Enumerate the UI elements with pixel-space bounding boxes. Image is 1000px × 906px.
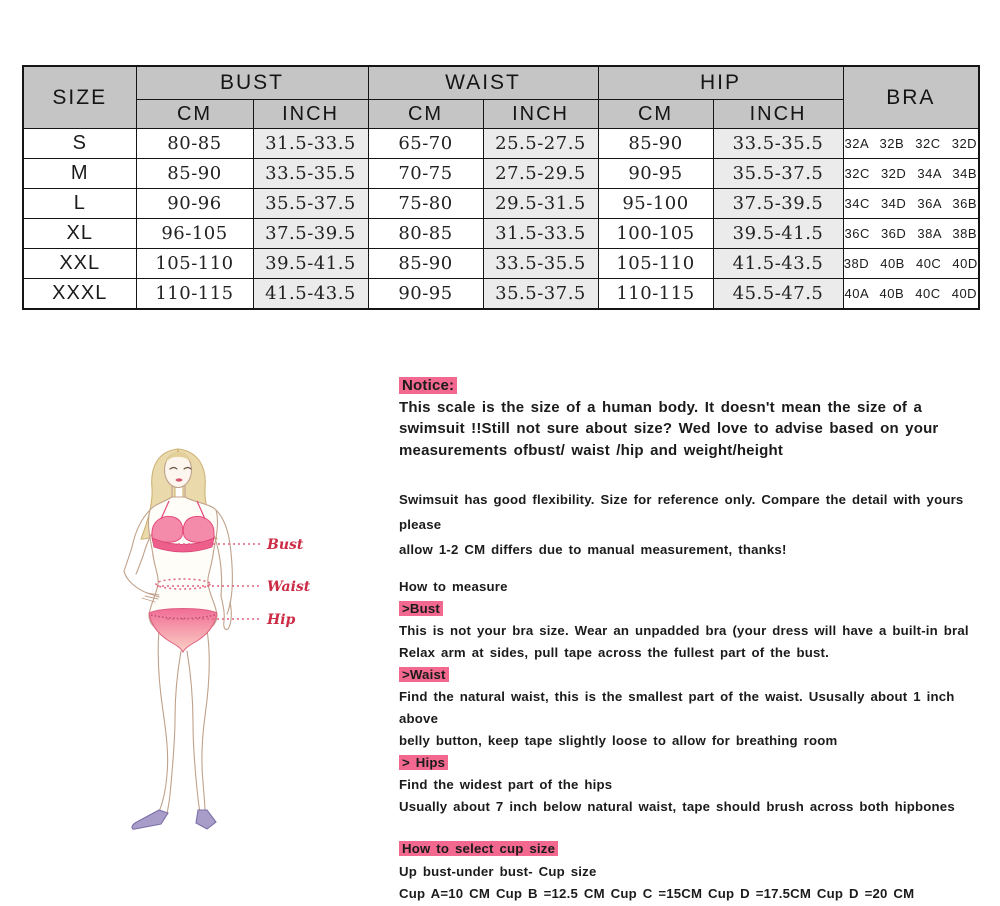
waist-cm-header: CM bbox=[368, 100, 483, 129]
cup-size-line: Cup A=10 CM Cup B =12.5 CM Cup C =15CM Cup D =17.5CM Cup D =20 CM bbox=[399, 886, 915, 901]
waist-inch-header: INCH bbox=[483, 100, 598, 129]
waist-inch-cell: 29.5-31.5 bbox=[483, 189, 598, 219]
bra-cell: 38D 40B 40C 40D bbox=[843, 249, 979, 279]
bust-cm-cell: 110-115 bbox=[136, 279, 253, 310]
waist-inch-cell: 25.5-27.5 bbox=[483, 129, 598, 159]
bra-cell: 36C 36D 38A 38B bbox=[843, 219, 979, 249]
hip-label: Hip bbox=[267, 612, 296, 628]
hip-group-header: HIP bbox=[598, 66, 843, 100]
cup-size-block bbox=[399, 838, 984, 906]
hip-cm-cell: 95-100 bbox=[598, 189, 713, 219]
notice-line: swimsuit !!Still not sure about size? Wed love to advise based on your bbox=[399, 420, 939, 437]
size-cell: XL bbox=[23, 219, 136, 249]
hip-cm-cell: 100-105 bbox=[598, 219, 713, 249]
bust-inch-cell: 41.5-43.5 bbox=[253, 279, 368, 310]
bust-inch-cell: 37.5-39.5 bbox=[253, 219, 368, 249]
hip-cm-cell: 105-110 bbox=[598, 249, 713, 279]
how-to-measure-block bbox=[399, 576, 984, 818]
flexibility-paragraph bbox=[399, 487, 984, 562]
notice-title-highlight: Notice: bbox=[399, 377, 457, 394]
bust-inch-cell: 35.5-37.5 bbox=[253, 189, 368, 219]
measurement-figure-illustration bbox=[95, 443, 335, 843]
cup-size-line: Up bust-under bust- Cup size bbox=[399, 863, 597, 879]
hip-inch-header: INCH bbox=[713, 100, 843, 129]
notice-line: This scale is the size of a human body. It doesn't mean the size of a bbox=[399, 398, 923, 416]
table-header-row bbox=[23, 66, 979, 100]
waist-instruction: Find the natural waist, this is the smallest part of the waist. Ususally about 1 inch above bbox=[399, 689, 955, 726]
flexibility-line: allow 1-2 CM differs due to manual measurement, thanks! bbox=[399, 542, 787, 557]
how-to-measure-title: How to measure bbox=[399, 579, 508, 594]
bust-cm-cell: 85-90 bbox=[136, 159, 253, 189]
notice-paragraph bbox=[399, 397, 984, 462]
bust-subhead: >Bust bbox=[399, 598, 984, 620]
bust-inch-cell: 33.5-35.5 bbox=[253, 159, 368, 189]
waist-inch-cell: 33.5-35.5 bbox=[483, 249, 598, 279]
bust-cm-cell: 80-85 bbox=[136, 129, 253, 159]
cup-size-subhead: How to select cup size bbox=[399, 838, 984, 861]
table-row-xxl bbox=[23, 249, 979, 279]
hip-cm-cell: 85-90 bbox=[598, 129, 713, 159]
notice-title bbox=[399, 375, 984, 397]
size-cell: XXL bbox=[23, 249, 136, 279]
hips-instruction: Usually about 7 inch below natural waist, tape should brush across both hipbones bbox=[399, 799, 955, 814]
bust-inch-header: INCH bbox=[253, 100, 368, 129]
waist-inch-cell: 35.5-37.5 bbox=[483, 279, 598, 310]
waist-inch-cell: 31.5-33.5 bbox=[483, 219, 598, 249]
table-row-l bbox=[23, 189, 979, 219]
table-row-m bbox=[23, 159, 979, 189]
waist-group-header: WAIST bbox=[368, 66, 598, 100]
hip-inch-cell: 45.5-47.5 bbox=[713, 279, 843, 310]
bust-cm-header: CM bbox=[136, 100, 253, 129]
table-row-xl bbox=[23, 219, 979, 249]
bra-cell: 34C 34D 36A 36B bbox=[843, 189, 979, 219]
hip-inch-cell: 41.5-43.5 bbox=[713, 249, 843, 279]
table-row-s bbox=[23, 129, 979, 159]
flexibility-line: Swimsuit has good flexibility. Size for reference only. Compare the detail with yours please bbox=[399, 492, 964, 532]
waist-instruction: belly button, keep tape slightly loose to allow for breathing room bbox=[399, 733, 838, 748]
bust-inch-cell: 31.5-33.5 bbox=[253, 129, 368, 159]
bra-column-header: BRA bbox=[843, 66, 979, 129]
hip-inch-cell: 35.5-37.5 bbox=[713, 159, 843, 189]
hips-instruction: Find the widest part of the hips bbox=[399, 777, 613, 792]
size-cell: S bbox=[23, 129, 136, 159]
bust-inch-cell: 39.5-41.5 bbox=[253, 249, 368, 279]
hip-inch-cell: 39.5-41.5 bbox=[713, 219, 843, 249]
bust-cm-cell: 105-110 bbox=[136, 249, 253, 279]
hips-subhead: > Hips bbox=[399, 752, 984, 774]
waist-label: Waist bbox=[267, 579, 311, 595]
hip-cm-cell: 90-95 bbox=[598, 159, 713, 189]
waist-cm-cell: 70-75 bbox=[368, 159, 483, 189]
table-row-xxxl bbox=[23, 279, 979, 310]
bust-instruction: Relax arm at sides, pull tape across the fullest part of the bust. bbox=[399, 645, 829, 660]
bust-cm-cell: 90-96 bbox=[136, 189, 253, 219]
notice-section bbox=[399, 375, 984, 906]
waist-cm-cell: 85-90 bbox=[368, 249, 483, 279]
waist-cm-cell: 90-95 bbox=[368, 279, 483, 310]
size-column-header: SIZE bbox=[23, 66, 136, 129]
bust-instruction: This is not your bra size. Wear an unpadded bra (your dress will have a built-in bral bbox=[399, 623, 969, 638]
bra-cell: 32A 32B 32C 32D bbox=[843, 129, 979, 159]
waist-subhead: >Waist bbox=[399, 664, 984, 686]
size-cell: XXXL bbox=[23, 279, 136, 310]
hip-cm-header: CM bbox=[598, 100, 713, 129]
size-table bbox=[22, 65, 980, 310]
waist-cm-cell: 80-85 bbox=[368, 219, 483, 249]
hip-inch-cell: 37.5-39.5 bbox=[713, 189, 843, 219]
hip-cm-cell: 110-115 bbox=[598, 279, 713, 310]
bra-cell: 40A 40B 40C 40D bbox=[843, 279, 979, 310]
hip-inch-cell: 33.5-35.5 bbox=[713, 129, 843, 159]
waist-inch-cell: 27.5-29.5 bbox=[483, 159, 598, 189]
bust-group-header: BUST bbox=[136, 66, 368, 100]
table-subheader-row bbox=[23, 100, 979, 129]
bust-label: Bust bbox=[267, 537, 304, 553]
size-cell: M bbox=[23, 159, 136, 189]
bra-cell: 32C 32D 34A 34B bbox=[843, 159, 979, 189]
bust-cm-cell: 96-105 bbox=[136, 219, 253, 249]
waist-cm-cell: 75-80 bbox=[368, 189, 483, 219]
size-cell: L bbox=[23, 189, 136, 219]
waist-cm-cell: 65-70 bbox=[368, 129, 483, 159]
notice-line: measurements ofbust/ waist /hip and weight/height bbox=[399, 441, 784, 459]
